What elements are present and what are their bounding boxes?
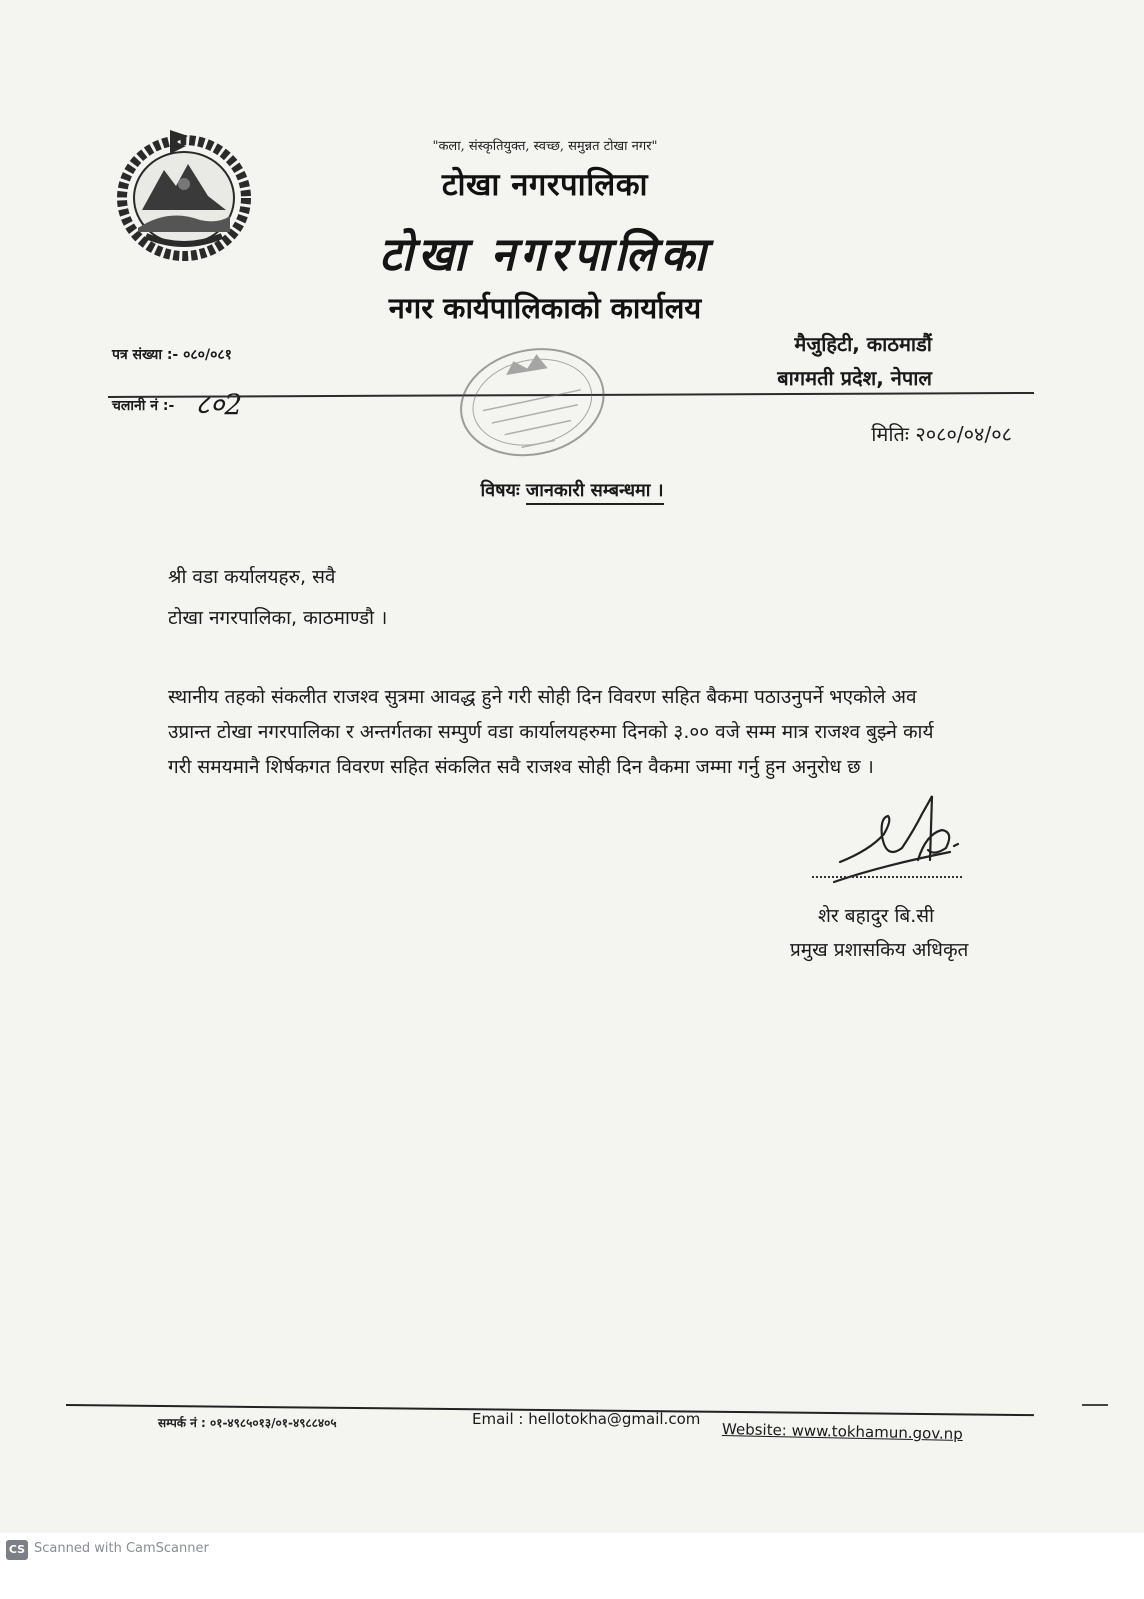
footer-email: Email : hellotokha@gmail.com <box>472 1410 701 1428</box>
margin-mark <box>1082 1404 1108 1406</box>
dispatch-number <box>112 381 242 419</box>
dispatch-value-handwritten: ८०2 <box>195 388 243 421</box>
body-line: उप्रान्त टोखा नगरपालिका र अन्तर्गतका सम्पुर्ण वडा कार्यालयहरुमा दिनको ३.०० वजे सम्म मात्र राजश्व बुझ्ने कार्य <box>168 721 934 743</box>
footer-website: Website: www.tokhamun.gov.np <box>721 1420 963 1444</box>
body-line: स्थानीय तहको संकलीत राजश्व सुत्रमा आवद्ध हुने गरी सोही दिन विवरण सहित बैकमा पठाउनुपर्ने भएकोले अव <box>168 686 917 708</box>
signature-line <box>812 876 962 878</box>
letter-number: पत्र संख्या :- ०८०/०८१ <box>112 347 232 363</box>
address-line-2: बागमती प्रदेश, नेपाल <box>777 366 932 390</box>
scanner-watermark: Scanned with CamScanner <box>34 1541 209 1556</box>
recipient-line-1: श्री वडा कर्यालयहरु, सवै <box>168 566 336 588</box>
recipient-line-2: टोखा नगरपालिका, काठमाण्डौ । <box>168 607 388 629</box>
subject-text: जानकारी सम्बन्धमा । <box>526 480 664 505</box>
letter-body <box>168 680 1008 785</box>
signer-name: शेर बहादुर बि.सी <box>818 905 935 927</box>
org-name-calligraphy: टोखा नगरपालिका <box>379 227 711 282</box>
motto: "कला, संस्कृतियुक्त, स्वच्छ, समुन्नत टोखा नगर" <box>432 139 658 154</box>
handwritten-signature-icon <box>830 790 980 910</box>
body-line: गरी समयमानै शिर्षकगत विवरण सहित संकलित सवै राजश्व सोही दिन वैकमा जम्मा गर्नु हुन अनुरोध छ । <box>168 756 874 778</box>
address-line-1: मैजुहिटी, काठमाडौं <box>794 332 932 356</box>
office-stamp-icon <box>444 340 624 480</box>
nepal-emblem-icon <box>108 124 260 266</box>
dispatch-label: चलानी नं :- <box>112 398 175 414</box>
subject-label: विषयः <box>480 480 520 501</box>
camscanner-logo-icon: CS <box>6 1540 28 1560</box>
office-name: नगर कार्यपालिकाको कार्यालय <box>388 291 702 325</box>
footer-contact: सम्पर्क नं : ०१-४९८५०१३/०१-४९८८४०५ <box>158 1416 337 1430</box>
subject-line <box>0 478 1144 502</box>
letter-date: मितिः २०८०/०४/०८ <box>871 422 1012 446</box>
org-name: टोखा नगरपालिका <box>441 167 649 203</box>
signer-title: प्रमुख प्रशासकिय अधिकृत <box>790 939 969 961</box>
